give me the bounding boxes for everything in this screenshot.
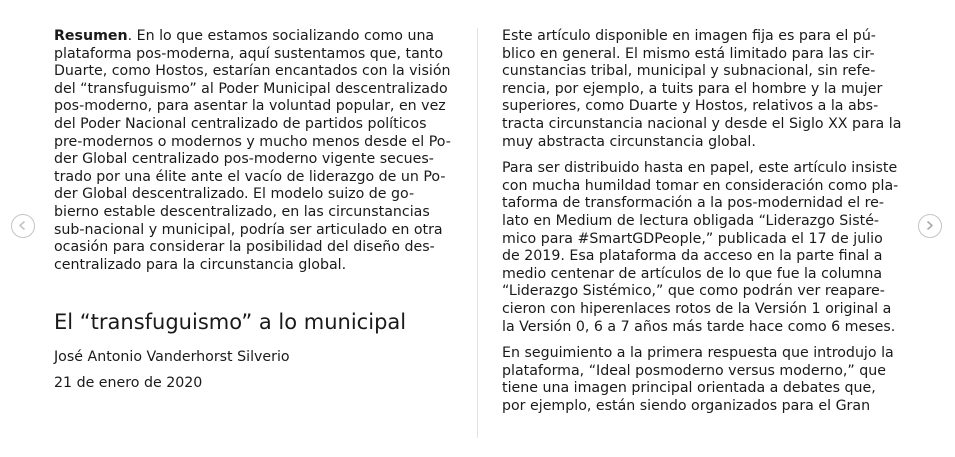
abstract-line: der Global descentralizado. El modelo suizo de go- bbox=[54, 186, 415, 203]
right-page bbox=[502, 28, 907, 424]
paragraph-line: lato en Medium de lectura obligada “Liderazgo Sisté- bbox=[502, 212, 880, 229]
article-title: El “transfuguismo” a lo municipal bbox=[54, 310, 407, 335]
paragraph-line: cieron con hiperenlaces rotos de la Versión 1 original a bbox=[502, 300, 892, 317]
abstract-line: plataforma pos-moderna, aquí sustentamos que, tanto bbox=[54, 45, 443, 62]
previous-page-button[interactable] bbox=[11, 214, 35, 238]
abstract-line: del “transfuguismo” al Poder Municipal descentralizado bbox=[54, 80, 448, 97]
abstract-line: der Global centralizado pos-moderno vigente secues- bbox=[54, 151, 434, 168]
abstract-line: . En lo que estamos socializando como una bbox=[127, 28, 435, 44]
paragraph-line: tracta circunstancia nacional y desde el Siglo XX para la bbox=[502, 115, 902, 132]
paragraph-line: medio centenar de artículos de lo que fue la columna bbox=[502, 265, 883, 282]
chevron-right-icon bbox=[919, 215, 940, 236]
abstract-label: Resumen bbox=[54, 28, 128, 44]
paragraph-line: plataforma, “Ideal posmoderno versus moderno,” que bbox=[502, 362, 887, 379]
abstract-line: bierno estable descentralizado, en las circunstancias bbox=[54, 203, 430, 220]
article-author: José Antonio Vanderhorst Silverio bbox=[54, 349, 290, 366]
paragraph-line: mico para #SmartGDPeople,” publicada el 17 de julio bbox=[502, 230, 883, 247]
abstract-line: centralizado para la circunstancia global. bbox=[54, 256, 347, 273]
paragraph-line: con mucha humildad tomar en consideración como pla- bbox=[502, 177, 899, 194]
abstract-line: sub-nacional y municipal, podría ser articulado en otra bbox=[54, 221, 443, 238]
paragraph-line: En seguimiento a la primera respuesta que introdujo la bbox=[502, 345, 894, 362]
abstract-line: trado por una élite ante el vacío de liderazgo de un Po- bbox=[54, 168, 446, 185]
abstract-line: ocasión para considerar la posibilidad del diseño des- bbox=[54, 239, 435, 256]
paragraph-line: taforma de transformación a la pos-modernidad el re- bbox=[502, 195, 885, 212]
page-divider bbox=[477, 28, 478, 438]
paragraph-line: cunstancias tribal, municipal y subnacional, sin refe- bbox=[502, 63, 876, 80]
paragraph-line: Para ser distribuido hasta en papel, este artículo insiste bbox=[502, 160, 898, 177]
paragraph-line: Este artículo disponible en imagen fija es para el pú- bbox=[502, 28, 876, 44]
paragraph-line: superiores, como Duarte y Hostos, relativos a la abs- bbox=[502, 98, 879, 115]
paragraph-line: blico en general. El mismo está limitado para las cir- bbox=[502, 45, 875, 62]
paragraph-line: rencia, por ejemplo, a tuits para el hombre y la mujer bbox=[502, 80, 883, 97]
abstract-line: Duarte, como Hostos, estarían encantados con la visión bbox=[54, 63, 451, 80]
article-date: 21 de enero de 2020 bbox=[54, 375, 203, 392]
abstract-line: del Poder Nacional centralizado de partidos políticos bbox=[54, 115, 427, 132]
paragraph-line: por ejemplo, están siendo organizados para el Gran bbox=[502, 397, 871, 414]
abstract-paragraph bbox=[54, 28, 454, 274]
paragraph-line: “Liderazgo Sistémico,” que como podrán ver reapare- bbox=[502, 283, 885, 300]
abstract-line: pre-modernos o modernos y mucho menos desde el Po- bbox=[54, 133, 451, 150]
body-paragraph bbox=[502, 345, 907, 415]
body-paragraph bbox=[502, 28, 907, 151]
body-paragraph bbox=[502, 160, 907, 336]
paragraph-line: de 2019. Esa plataforma da acceso en la parte final a bbox=[502, 248, 883, 265]
paragraph-line: muy abstracta circunstancia global. bbox=[502, 133, 756, 150]
abstract-line: pos-moderno, para asentar la voluntad popular, en vez bbox=[54, 98, 446, 115]
chevron-left-icon bbox=[12, 215, 33, 236]
paragraph-line: la Versión 0, 6 a 7 años más tarde hace como 6 meses. bbox=[502, 318, 896, 335]
next-page-button[interactable] bbox=[918, 214, 942, 238]
paragraph-line: tiene una imagen principal orientada a debates que, bbox=[502, 380, 876, 397]
left-page bbox=[54, 28, 454, 392]
